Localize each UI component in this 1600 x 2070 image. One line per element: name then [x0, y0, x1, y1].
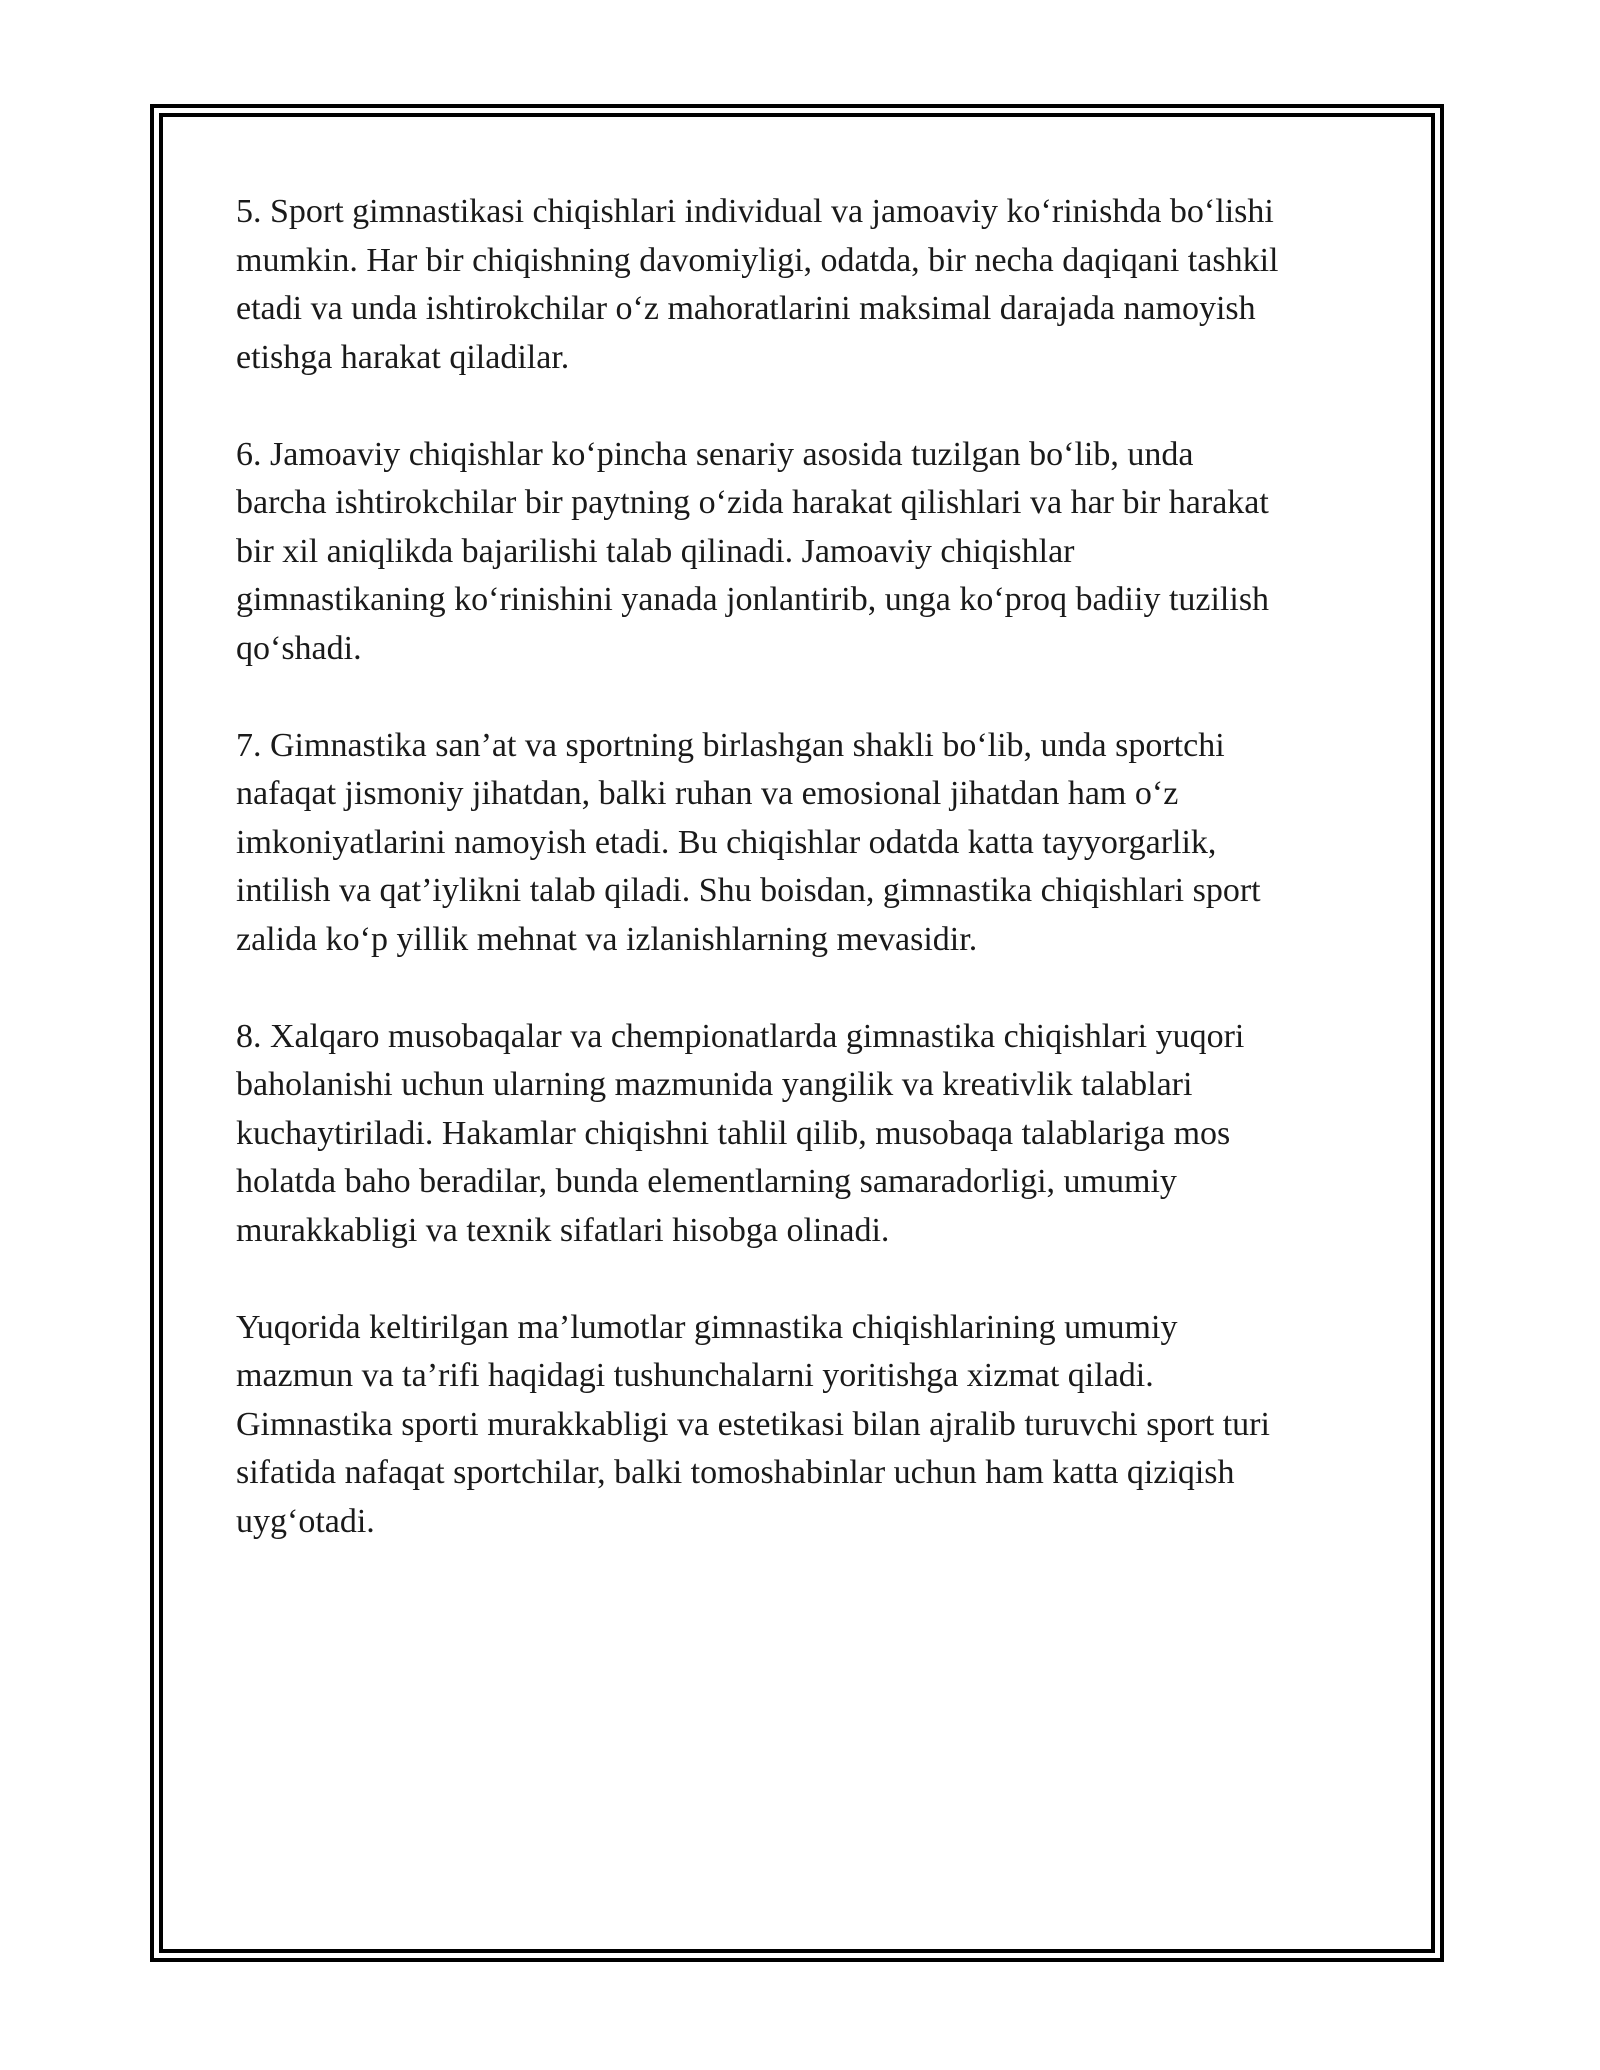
- text-line: etadi va unda ishtirokchilar oʻz mahoratlarini maksimal darajada namoyish: [236, 290, 1256, 327]
- text-line: kuchaytiriladi. Hakamlar chiqishni tahlil qilib, musobaqa talablariga mos: [236, 1114, 1231, 1152]
- text-line: qoʻshadi.: [236, 629, 362, 667]
- text-line: mumkin. Har bir chiqishning davomiyligi, odatda, bir necha daqiqani tashkil: [236, 241, 1279, 279]
- document-body: [236, 188, 1386, 1595]
- paragraph-conclusion: [236, 1304, 1386, 1547]
- text-line: sifatida nafaqat sportchilar, balki tomoshabinlar uchun ham katta qiziqish: [236, 1454, 1235, 1491]
- text-line: 5. Sport gimnastikasi chiqishlari individual va jamoaviy koʻrinishda boʻlishi: [236, 193, 1274, 230]
- paragraph-6: [236, 431, 1386, 674]
- text-line: Yuqorida keltirilgan ma’lumotlar gimnastika chiqishlarining umumiy: [236, 1308, 1178, 1346]
- text-line: murakkabligi va texnik sifatlari hisobga olinadi.: [236, 1211, 890, 1249]
- text-line: 8. Xalqaro musobaqalar va chempionatlarda gimnastika chiqishlari yuqori: [236, 1017, 1245, 1055]
- text-line: nafaqat jismoniy jihatdan, balki ruhan va emosional jihatdan ham oʻz: [236, 775, 1179, 812]
- text-line: 7. Gimnastika san’at va sportning birlashgan shakli boʻlib, unda sportchi: [236, 726, 1225, 764]
- text-line: intilish va qat’iylikni talab qiladi. Shu boisdan, gimnastika chiqishlari sport: [236, 872, 1261, 909]
- paragraph-8: [236, 1013, 1386, 1256]
- text-line: imkoniyatlarini namoyish etadi. Bu chiqishlar odatda katta tayyorgarlik,: [236, 823, 1217, 861]
- text-line: uygʻotadi.: [236, 1502, 375, 1540]
- text-line: baholanishi uchun ularning mazmunida yangilik va kreativlik talablari: [236, 1066, 1193, 1103]
- text-line: barcha ishtirokchilar bir paytning oʻzida harakat qilishlari va har bir harakat: [236, 484, 1269, 521]
- text-line: gimnastikaning koʻrinishini yanada jonlantirib, unga koʻproq badiiy tuzilish: [236, 581, 1270, 618]
- text-line: holatda baho beradilar, bunda elementlarning samaradorligi, umumiy: [236, 1163, 1177, 1200]
- text-line: zalida koʻp yillik mehnat va izlanishlarning mevasidir.: [236, 920, 978, 958]
- paragraph-7: [236, 722, 1386, 965]
- text-line: Gimnastika sporti murakkabligi va estetikasi bilan ajralib turuvchi sport turi: [236, 1405, 1270, 1443]
- text-line: 6. Jamoaviy chiqishlar koʻpincha senariy asosida tuzilgan boʻlib, unda: [236, 435, 1194, 473]
- text-line: etishga harakat qiladilar.: [236, 338, 570, 376]
- text-line: bir xil aniqlikda bajarilishi talab qilinadi. Jamoaviy chiqishlar: [236, 532, 1075, 570]
- paragraph-5: [236, 188, 1386, 382]
- text-line: mazmun va ta’rifi haqidagi tushunchalarni yoritishga xizmat qiladi.: [236, 1357, 1154, 1394]
